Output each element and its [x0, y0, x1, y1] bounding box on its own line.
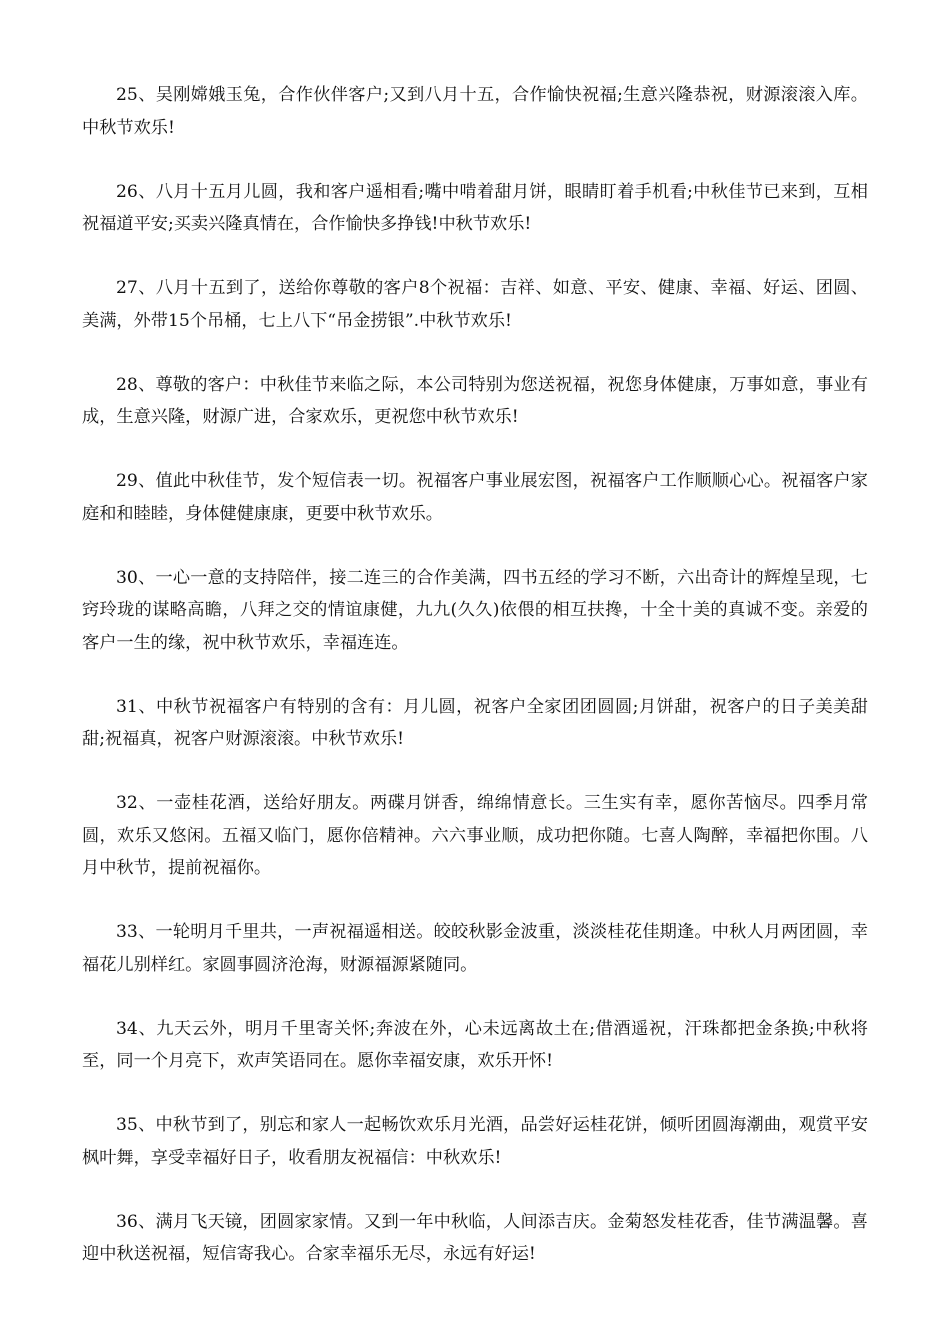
paragraph-31: 31、中秋节祝福客户有特别的含有：月儿圆，祝客户全家团团圆圆;月饼甜，祝客户的日子美美甜甜;祝福真，祝客户财源滚滚。中秋节欢乐!: [82, 696, 868, 749]
paragraph-36: 36、满月飞天镜，团圆家家情。又到一年中秋临，人间添吉庆。金菊怒发桂花香，佳节满温馨。喜迎中秋送祝福，短信寄我心。合家幸福乐无尽，永远有好运!: [82, 1211, 868, 1264]
paragraph-30: 30、一心一意的支持陪伴，接二连三的合作美满，四书五经的学习不断，六出奇计的辉煌呈现，七窍玲珑的谋略高瞻，八拜之交的情谊康健，九九(久久)依偎的相互扶搀，十全十美的真诚不变。亲爱的客户一生的缘，祝中秋节欢乐，幸福连连。: [82, 567, 868, 653]
paragraph-28: 28、尊敬的客户：中秋佳节来临之际，本公司特别为您送祝福，祝您身体健康，万事如意，事业有成，生意兴隆，财源广进，合家欢乐，更祝您中秋节欢乐!: [82, 374, 868, 427]
paragraph-34: 34、九天云外，明月千里寄关怀;奔波在外，心未远离故土在;借酒遥祝，汗珠都把金条换;中秋将至，同一个月亮下，欢声笑语同在。愿你幸福安康，欢乐开怀!: [82, 1018, 868, 1071]
document-page: [82, 79, 868, 1302]
paragraph-26: 26、八月十五月儿圆，我和客户遥相看;嘴中啃着甜月饼，眼睛盯着手机看;中秋佳节已来到，互相祝福道平安;买卖兴隆真情在，合作愉快多挣钱!中秋节欢乐!: [82, 181, 868, 234]
paragraph-32: 32、一壶桂花酒，送给好朋友。两碟月饼香，绵绵情意长。三生实有幸，愿你苦恼尽。四季月常圆，欢乐又悠闲。五福又临门，愿你倍精神。六六事业顺，成功把你随。七喜人陶醉，幸福把你围。八月中秋节，提前祝福你。: [82, 793, 868, 878]
paragraph-25: 25、吴刚嫦娥玉兔，合作伙伴客户;又到八月十五，合作愉快祝福;生意兴隆恭祝，财源滚滚入库。中秋节欢乐!: [82, 85, 868, 138]
paragraph-35: 35、中秋节到了，别忘和家人一起畅饮欢乐月光酒，品尝好运桂花饼，倾听团圆海潮曲，观赏平安枫叶舞，享受幸福好日子，收看朋友祝福信：中秋欢乐!: [82, 1115, 868, 1168]
paragraph-29: 29、值此中秋佳节，发个短信表一切。祝福客户事业展宏图，祝福客户工作顺顺心心。祝福客户家庭和和睦睦，身体健健康康，更要中秋节欢乐。: [82, 471, 868, 524]
paragraph-27: 27、八月十五到了，送给你尊敬的客户8个祝福：吉祥、如意、平安、健康、幸福、好运、团圆、美满，外带15个吊桶，七上八下“吊金捞银”.中秋节欢乐!: [82, 278, 868, 331]
paragraph-33: 33、一轮明月千里共，一声祝福遥相送。皎皎秋影金波重，淡淡桂花佳期逢。中秋人月两团圆，幸福花儿别样红。家圆事圆济沧海，财源福源紧随同。: [82, 922, 868, 975]
